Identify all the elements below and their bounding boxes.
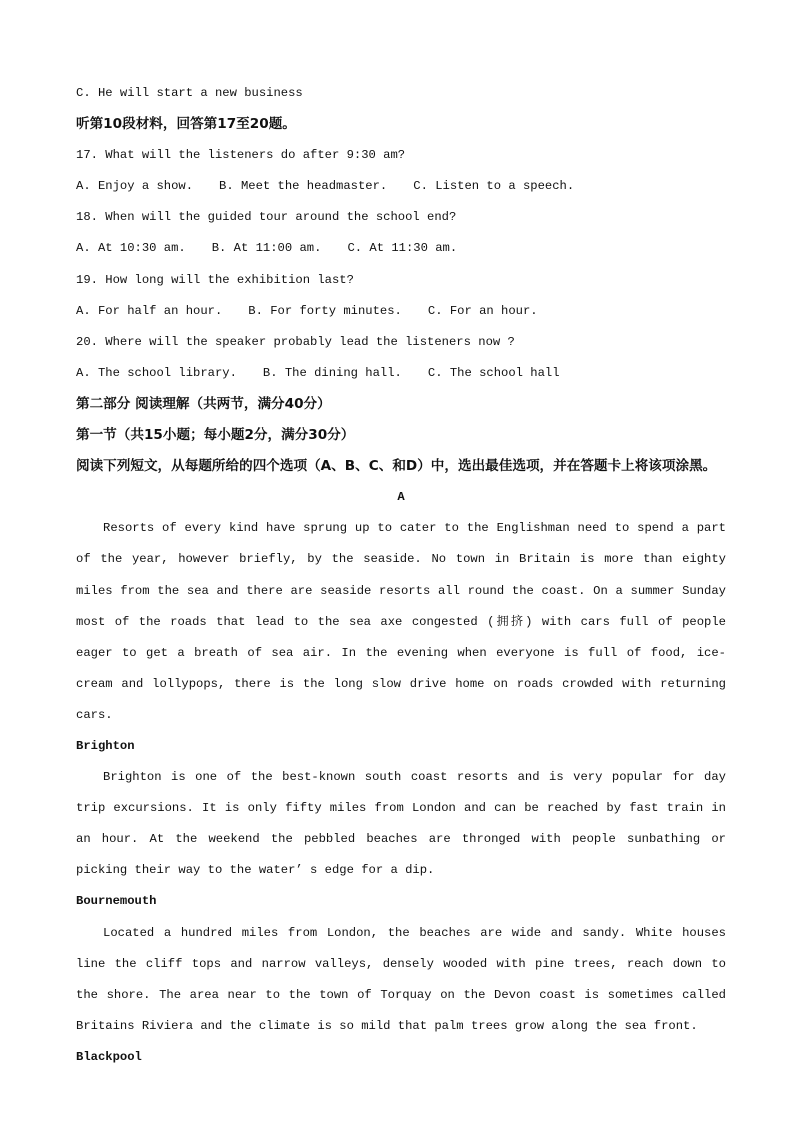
q20-option-a: A. The school library. [76,365,237,380]
q19-option-a: A. For half an hour. [76,303,223,318]
reading-section-heading: 第一节（共15小题；每小题2分，满分30分） [76,427,355,444]
q17-option-a: A. Enjoy a show. [76,179,194,194]
q17-stem: 17. What will the listeners do after 9:30 am? [76,148,406,163]
q20-option-b: B. The dining hall. [262,365,402,380]
bournemouth-paragraph: Located a hundred miles from London, the beaches are wide and sandy. White houses line the cliff tops and narrow valleys, densely wooded with pine trees, reach down to the shore. The area near to the town of Torquay on the Devon coast is sometimes called Britains Riviera and the climate is so mild that palm trees grow along the sea front. [76,925,726,1033]
blackpool-heading: Blackpool [76,1049,142,1064]
q20-option-c: C. The school hall [427,365,560,380]
exam-page [76,78,726,1073]
brighton-heading: Brighton [76,738,135,753]
q16-option-c: C. He will start a new business [76,86,303,100]
q17-option-c: C. Listen to a speech. [413,179,575,194]
q18-stem: 18. When will the guided tour around the school end? [76,210,457,225]
q20-options [76,358,726,389]
q17-option-b: B. Meet the headmaster. [219,179,388,194]
passage-intro-paragraph: Resorts of every kind have sprung up to cater to the Englishman need to spend a part of the year, however briefly, by the seaside. No town in Britain is more than eighty miles from the sea and there are seaside resorts all round the coast. On a summer Sunday most of the roads that lead to the sea axe congested (拥挤) with cars full of people eager to get a breath of sea air. In the evening when everyone is full of food, ice-cream and lollypops, there is the long slow drive home on roads crowded with returning cars. [76,521,726,722]
q18-option-b: B. At 11:00 am. [211,241,322,256]
q18-options [76,233,726,264]
q19-option-b: B. For forty minutes. [248,303,402,318]
reading-instruction: 阅读下列短文，从每题所给的四个选项（A、B、C、和D）中，选出最佳选项，并在答题卡上将该项涂黑。 [76,458,717,475]
q19-stem: 19. How long will the exhibition last? [76,272,354,287]
q17-options [76,171,726,202]
q18-option-a: A. At 10:30 am. [76,241,186,256]
reading-part-heading: 第二部分 阅读理解（共两节，满分40分） [76,395,331,412]
q18-option-c: C. At 11:30 am. [347,241,458,256]
brighton-paragraph: Brighton is one of the best-known south coast resorts and is very popular for day trip excursions. It is only fifty miles from London and can be reached by fast train in an hour. At the weekend the pebbled beaches are thronged with people sunbathing or picking their way to the water’ s edge for a dip. [76,770,726,878]
q19-options [76,296,726,327]
bournemouth-heading: Bournemouth [76,894,157,909]
q19-option-c: C. For an hour. [427,303,538,318]
passage-label: A [397,490,405,505]
section10-heading: 听第10段材料，回答第17至20题。 [76,116,296,133]
q20-stem: 20. Where will the speaker probably lead the listeners now ? [76,334,515,349]
